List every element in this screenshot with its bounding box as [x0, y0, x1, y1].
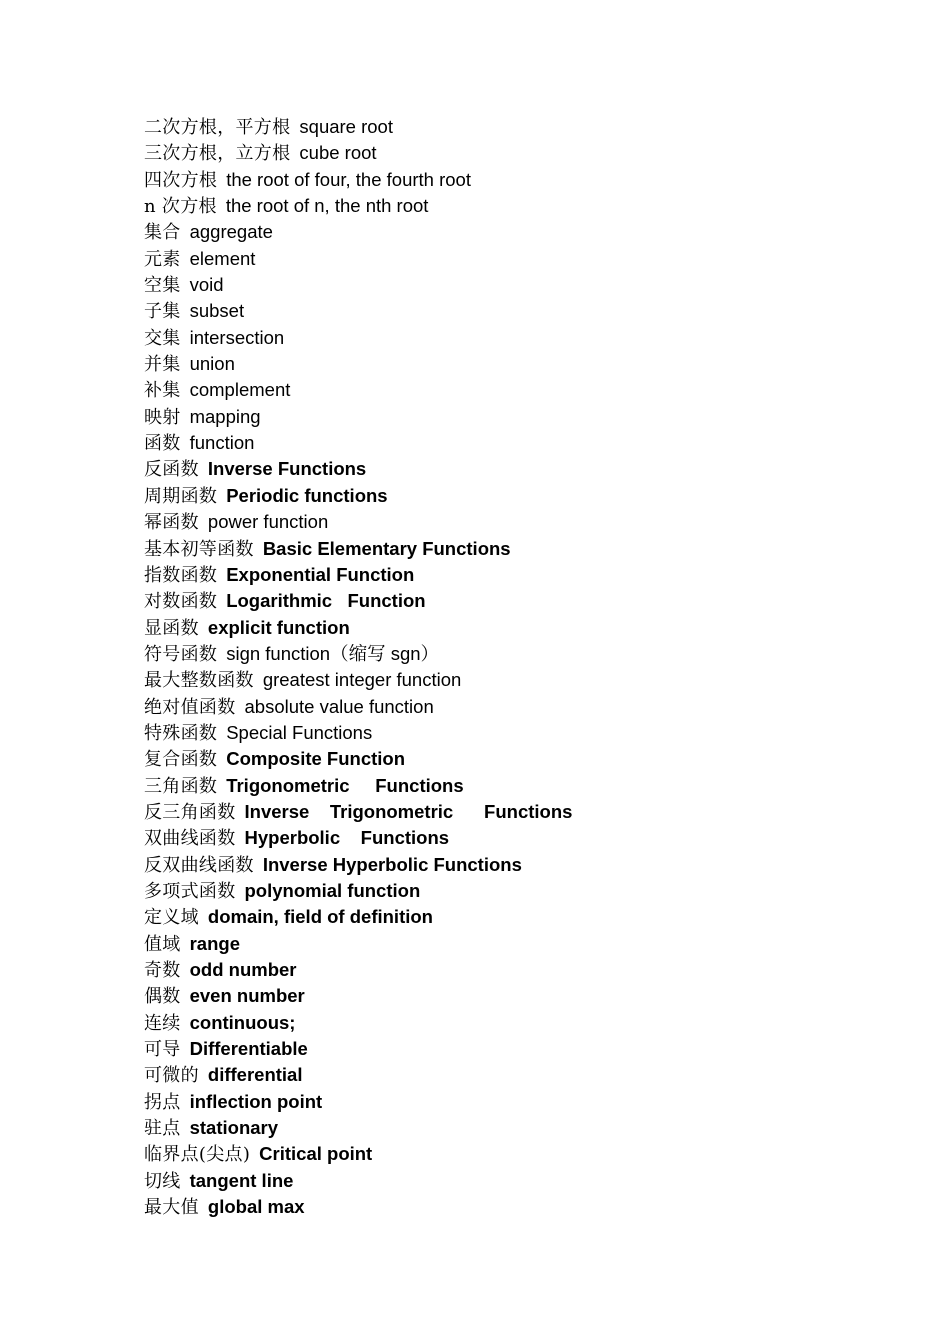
english-term: cube root: [299, 142, 377, 164]
english-term: even number: [189, 985, 305, 1007]
english-term: Exponential Function: [226, 563, 415, 585]
chinese-term: 双曲线函数: [144, 828, 236, 850]
glossary-entry: [144, 483, 904, 509]
chinese-term: 临界点(尖点): [144, 1144, 251, 1166]
glossary-entry: [144, 351, 904, 377]
english-term: Basic Elementary Functions: [262, 537, 511, 559]
glossary-entry: [144, 509, 904, 535]
glossary-entry: [144, 167, 904, 193]
glossary-entry: [144, 641, 904, 667]
glossary-entry: [144, 219, 904, 245]
chinese-term: 定义域: [144, 907, 199, 929]
chinese-term: 连续: [144, 1012, 181, 1034]
glossary-list: [144, 114, 904, 1220]
chinese-term: 周期函数: [144, 485, 218, 507]
chinese-term: 符号函数: [144, 643, 218, 665]
english-term: mapping: [189, 405, 261, 427]
english-term: the root of four, the fourth root: [226, 168, 471, 190]
chinese-term: 子集: [144, 301, 181, 323]
chinese-term: 最大整数函数: [144, 670, 254, 692]
chinese-term: 交集: [144, 327, 181, 349]
glossary-entry: [144, 667, 904, 693]
glossary-entry: [144, 140, 904, 166]
chinese-term: 反双曲线函数: [144, 854, 254, 876]
english-term: Differentiable: [189, 1038, 308, 1060]
chinese-term: 指数函数: [144, 564, 218, 586]
chinese-term: 绝对值函数: [144, 696, 236, 718]
glossary-entry: [144, 272, 904, 298]
english-term: Periodic functions: [226, 484, 388, 506]
english-term: square root: [299, 116, 393, 137]
chinese-term: 基本初等函数: [144, 538, 254, 560]
glossary-entry: [144, 1036, 904, 1062]
glossary-entry: [144, 983, 904, 1009]
english-term: odd number: [189, 959, 297, 980]
chinese-term: 可导: [144, 1039, 181, 1061]
glossary-entry: [144, 298, 904, 324]
english-term: absolute value function: [244, 695, 434, 717]
glossary-entry: [144, 377, 904, 403]
glossary-entry: [144, 852, 904, 878]
english-term: range: [189, 932, 240, 954]
glossary-entry: [144, 114, 904, 140]
english-term: domain, field of definition: [207, 906, 433, 928]
glossary-entry: [144, 325, 904, 351]
chinese-term: 函数: [144, 433, 181, 455]
glossary-entry: [144, 1062, 904, 1088]
english-term: complement: [189, 379, 291, 401]
english-term: Logarithmic Function: [226, 590, 426, 612]
chinese-term: 显函数: [144, 617, 199, 639]
english-term: global max: [207, 1196, 305, 1218]
chinese-term: 元素: [144, 248, 181, 270]
english-term: intersection: [189, 326, 285, 348]
glossary-entry: [144, 1115, 904, 1141]
glossary-entry: [144, 246, 904, 272]
english-term: tangent line: [189, 1169, 294, 1191]
glossary-entry: [144, 193, 904, 219]
english-term: Hyperbolic Functions: [244, 827, 450, 849]
english-term: Inverse Hyperbolic Functions: [262, 853, 522, 875]
english-term: Inverse Trigonometric Functions: [244, 800, 573, 822]
glossary-entry: [144, 588, 904, 614]
chinese-term: 三次方根，立方根: [144, 143, 291, 165]
glossary-entry: [144, 878, 904, 904]
chinese-term: 二次方根，平方根: [144, 117, 291, 138]
chinese-term: 值域: [144, 933, 181, 955]
chinese-term: 补集: [144, 380, 181, 402]
glossary-entry: [144, 1168, 904, 1194]
english-term: explicit function: [207, 616, 350, 638]
glossary-entry: [144, 825, 904, 851]
chinese-term: 奇数: [144, 960, 181, 981]
chinese-term: 特殊函数: [144, 722, 218, 744]
english-term: continuous;: [189, 1011, 296, 1033]
chinese-term: 映射: [144, 406, 181, 428]
chinese-term: 复合函数: [144, 749, 218, 771]
chinese-term: 切线: [144, 1170, 181, 1192]
chinese-term: 三角函数: [144, 775, 218, 797]
chinese-term: 可微的: [144, 1065, 199, 1087]
glossary-entry: [144, 957, 904, 983]
chinese-term: 多项式函数: [144, 880, 236, 902]
english-term: union: [189, 353, 235, 375]
glossary-entry: [144, 904, 904, 930]
english-term: greatest integer function: [262, 669, 462, 691]
english-term: element: [189, 247, 256, 269]
chinese-term: 最大值: [144, 1197, 199, 1219]
english-term: Critical point: [259, 1143, 373, 1165]
english-term: Trigonometric Functions: [226, 774, 464, 796]
english-term: sign function（缩写 sgn）: [226, 642, 440, 664]
chinese-term: n 次方根: [144, 196, 217, 218]
chinese-term: 空集: [144, 275, 181, 297]
glossary-entry: [144, 720, 904, 746]
english-term: stationary: [189, 1117, 279, 1139]
english-term: power function: [207, 511, 329, 533]
english-term: subset: [189, 300, 245, 322]
chinese-term: 并集: [144, 354, 181, 376]
glossary-entry: [144, 615, 904, 641]
glossary-entry: [144, 931, 904, 957]
glossary-entry: [144, 536, 904, 562]
english-term: Composite Function: [226, 748, 406, 770]
chinese-term: 四次方根: [144, 169, 218, 191]
glossary-entry: [144, 799, 904, 825]
glossary-entry: [144, 746, 904, 772]
glossary-entry: [144, 1141, 904, 1167]
english-term: Inverse Functions: [207, 458, 367, 480]
chinese-term: 对数函数: [144, 591, 218, 613]
english-term: differential: [207, 1064, 303, 1086]
chinese-term: 反函数: [144, 459, 199, 481]
chinese-term: 幂函数: [144, 512, 199, 534]
chinese-term: 拐点: [144, 1091, 181, 1113]
english-term: aggregate: [189, 221, 273, 243]
english-term: the root of n, the nth root: [225, 195, 429, 217]
english-term: function: [189, 432, 255, 454]
chinese-term: 偶数: [144, 986, 181, 1008]
glossary-entry: [144, 1194, 904, 1220]
chinese-term: 驻点: [144, 1118, 181, 1140]
english-term: inflection point: [189, 1090, 323, 1112]
chinese-term: 集合: [144, 222, 181, 244]
glossary-entry: [144, 430, 904, 456]
glossary-entry: [144, 1010, 904, 1036]
english-term: Special Functions: [226, 721, 373, 743]
glossary-entry: [144, 694, 904, 720]
english-term: void: [189, 274, 224, 296]
glossary-entry: [144, 404, 904, 430]
glossary-entry: [144, 456, 904, 482]
glossary-entry: [144, 562, 904, 588]
glossary-entry: [144, 1089, 904, 1115]
english-term: polynomial function: [244, 879, 421, 901]
chinese-term: 反三角函数: [144, 801, 236, 823]
glossary-entry: [144, 773, 904, 799]
